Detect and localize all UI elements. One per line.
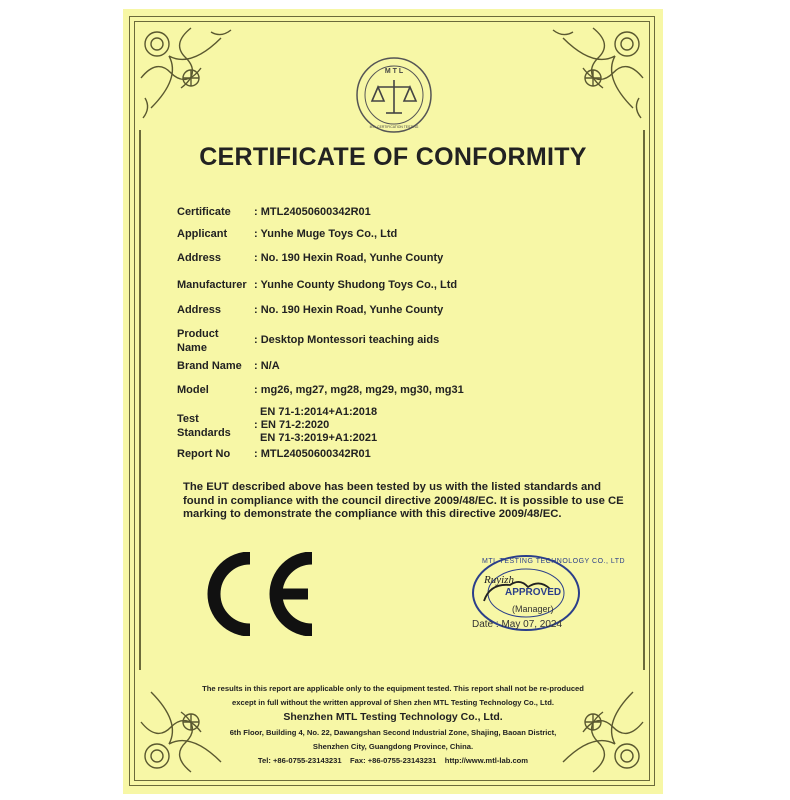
stamp-ring-text: MTL TESTING TECHNOLOGY CO., LTD xyxy=(482,558,626,565)
company-address-line-1: 6th Floor, Building 4, No. 22, Dawangshan Second Industrial Zone, Shajing, Baoan District, xyxy=(229,728,557,737)
applicant-label: Applicant xyxy=(177,228,228,240)
address-value: : No. 190 Hexin Road, Yunhe County xyxy=(254,252,444,264)
disclaimer-line-1: The results in this report are applicable only to the equipment tested. This report shall not be re-produced xyxy=(202,684,584,693)
certificate-value: : MTL24050600342R01 xyxy=(254,206,371,218)
mtl-logo xyxy=(354,55,434,135)
company-contact: Tel: +86-0755-23143231 Fax: +86-0755-23143231 http://www.mtl-lab.com xyxy=(257,756,529,765)
applicant-value: : Yunhe Muge Toys Co., Ltd xyxy=(254,228,398,240)
compliance-statement: The EUT described above has been tested by us with the listed standards and found in compliance with the council directive 2009/48/EC. It is possible to use CE marking to demonstrate the compliance with this directive 2009/48/EC. xyxy=(183,481,624,520)
model-label: Model xyxy=(177,384,209,396)
brand-value: : N/A xyxy=(254,360,280,372)
manufacturer-address-value: : No. 190 Hexin Road, Yunhe County xyxy=(254,304,444,316)
report-label: Report No xyxy=(177,448,231,460)
product-value: : Desktop Montessori teaching aids xyxy=(254,334,440,346)
disclaimer-line-2: except in full without the written approval of Shen zhen MTL Testing Technology Co., Ltd. xyxy=(232,698,554,707)
certificate-title: CERTIFICATE OF CONFORMITY xyxy=(199,143,587,171)
manufacturer-label: Manufacturer xyxy=(177,279,247,291)
address-label: Address xyxy=(177,252,222,264)
manufacturer-value: : Yunhe County Shudong Toys Co., Ltd xyxy=(254,279,458,291)
report-value: : MTL24050600342R01 xyxy=(254,448,371,460)
logo-ring-text: MTL CERTIFICATION TESTING xyxy=(369,125,419,129)
standard-line-2: : EN 71-2:2020 xyxy=(254,419,330,431)
standards-label-line1: Test xyxy=(177,413,199,425)
stamp-center-text: APPROVED xyxy=(505,587,562,598)
manufacturer-address-label: Address xyxy=(177,304,222,316)
model-value: : mg26, mg27, mg28, mg29, mg30, mg31 xyxy=(254,384,464,396)
ornament-top-right-icon xyxy=(543,18,653,128)
standards-label-line2: Standards xyxy=(177,427,231,439)
right-rule xyxy=(643,130,645,670)
company-address-line-2: Shenzhen City, Guangdong Province, China. xyxy=(312,742,474,751)
company-name: Shenzhen MTL Testing Technology Co., Ltd. xyxy=(283,711,503,723)
scales-icon xyxy=(372,80,416,113)
certificate-label: Certificate xyxy=(177,206,231,218)
ce-mark-icon xyxy=(200,552,322,636)
issue-date: Date : May 07, 2024 xyxy=(472,619,563,630)
left-rule xyxy=(139,130,141,670)
standard-line-1: EN 71-1:2014+A1:2018 xyxy=(260,406,378,418)
inner-border xyxy=(134,21,650,781)
ornament-top-left-icon xyxy=(131,18,241,128)
standard-line-3: EN 71-3:2019+A1:2021 xyxy=(260,432,378,444)
brand-label: Brand Name xyxy=(177,360,242,372)
product-label-line1: Product xyxy=(177,328,219,340)
product-label-line2: Name xyxy=(177,342,207,354)
logo-text: M T L xyxy=(384,68,404,75)
manager-label: (Manager) xyxy=(512,604,554,614)
stamp-signature: Ruyizh xyxy=(484,574,514,586)
